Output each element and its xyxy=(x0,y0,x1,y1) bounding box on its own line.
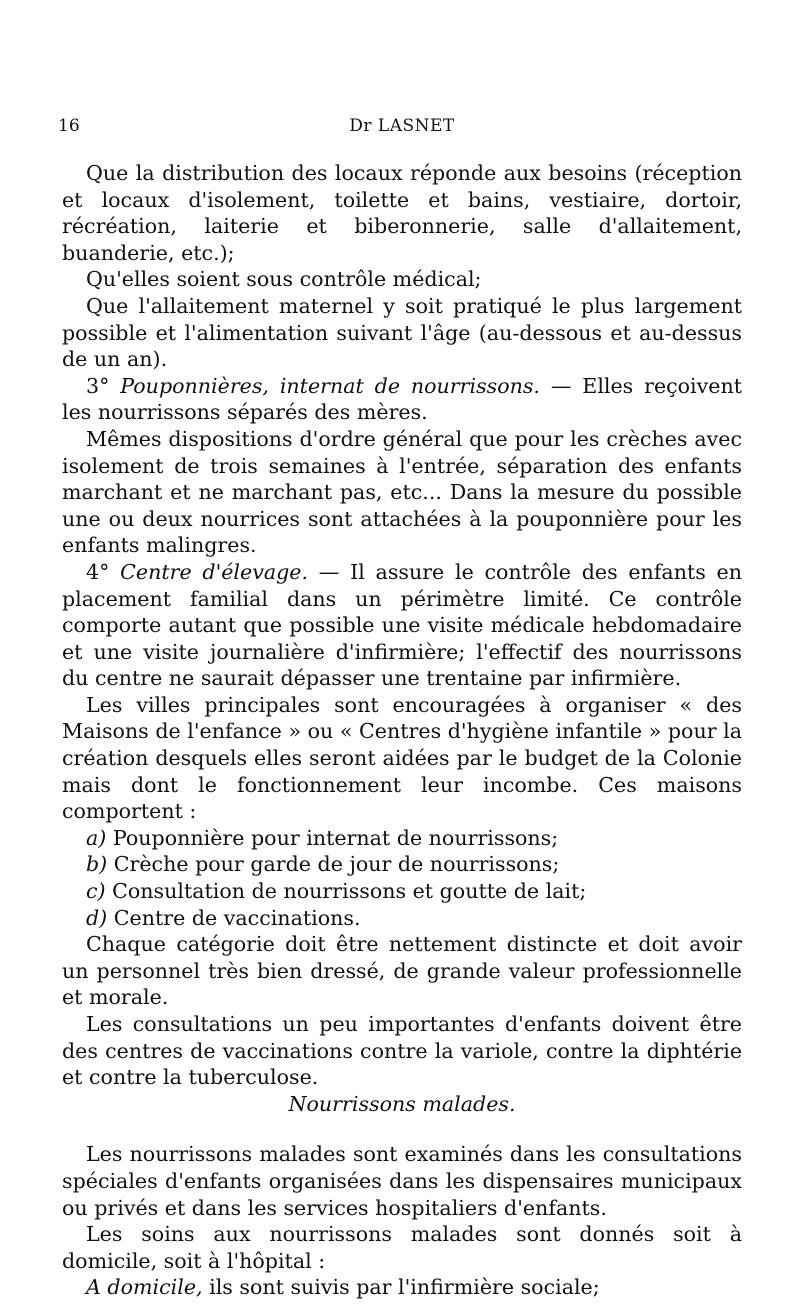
list-item xyxy=(62,905,742,932)
list-letter: d) xyxy=(86,905,108,930)
list-text: Consultation de nourrissons et goutte de lait; xyxy=(112,879,587,904)
section-gap xyxy=(62,1117,742,1141)
paragraph-memes-dispositions: Mêmes dispositions d'ordre général que pour les crèches avec isolement de trois semaines à l'entrée, séparation des enfants marchant et ne marchant pas, etc... Dans la mesure du possible une ou deux nourrices sont attachées à la pouponnière pour les enfants malingres. xyxy=(62,426,742,558)
paragraph-allaitement: Que l'allaitement maternel y soit pratiqué le plus largement possible et l'alimentation suivant l'âge (au-dessous et au-dessus de un an). xyxy=(62,293,742,372)
list-letter: b) xyxy=(86,852,108,877)
pouponnieres-number: 3° xyxy=(86,373,110,398)
paragraph-pouponnieres xyxy=(62,373,742,426)
centre-number: 4° xyxy=(86,559,110,584)
centre-title: Centre d'élevage. xyxy=(120,559,309,584)
paragraph-locaux: Que la distribution des locaux réponde aux besoins (réception et locaux d'isolement, toilette et bains, vestiaire, dortoir, récréation, laiterie et biberonnerie, salle d'allaitement, buanderie, etc.); xyxy=(62,161,742,265)
section-heading: Nourrissons malades. xyxy=(288,1091,516,1116)
domicile-text: ils sont suivis par l'infirmière sociale; xyxy=(209,1275,600,1300)
list-letter: c) xyxy=(86,879,106,904)
maisons-list xyxy=(62,825,742,931)
paragraph-malades-soins: Les soins aux nourrissons malades sont donnés soit à domicile, soit à l'hôpital : xyxy=(62,1222,742,1273)
page-header xyxy=(58,116,742,138)
list-item xyxy=(62,851,742,878)
list-text: Crèche pour garde de jour de nourrissons; xyxy=(113,852,560,877)
page-body xyxy=(62,160,742,1301)
paragraph-villes: Les villes principales sont encouragées à organiser « des Maisons de l'enfance » ou « Centres d'hygiène infantile » pour la création desquels elles seront aidées par le budget de la Colonie mais dont le fonctionnement leur incombe. Ces maisons comportent : xyxy=(62,692,742,824)
pouponnieres-title: Pouponnières, internat de nourrissons. xyxy=(120,373,540,398)
domicile-title: A domicile, xyxy=(86,1275,203,1300)
list-item xyxy=(62,825,742,852)
paragraph-a-domicile xyxy=(62,1274,742,1301)
pouponnieres-text: — Elles reçoivent les nourrissons séparés des mères. xyxy=(62,373,743,425)
paragraph-centre-elevage xyxy=(62,559,742,692)
paragraph-chaque-categorie: Chaque catégorie doit être nettement distincte et doit avoir un personnel très bien dressé, de grande valeur professionnelle et morale. xyxy=(62,932,742,1010)
paragraph-controle: Qu'elles soient sous contrôle médical; xyxy=(86,267,482,292)
centre-text: — Il assure le contrôle des enfants en placement familial dans un périmètre limité. Ce contrôle comporte autant que possible une visite médicale hebdomadaire et une visite journalière d'infirmière; l'effectif des nourrissons du centre ne saurait dépasser une trentaine par infirmière. xyxy=(62,559,743,691)
list-text: Pouponnière pour internat de nourrissons; xyxy=(112,825,559,850)
list-letter: a) xyxy=(86,825,107,850)
page-number: 16 xyxy=(58,116,80,136)
list-text: Centre de vaccinations. xyxy=(113,905,361,930)
paragraph-malades-examines: Les nourrissons malades sont examinés dans les consultations spéciales d'enfants organisées dans les dispensaires municipaux ou privés et dans les services hospitaliers d'enfants. xyxy=(62,1142,742,1220)
paragraph-consultations: Les consultations un peu importantes d'enfants doivent être des centres de vaccinations contre la variole, contre la diphtérie et contre la tuberculose. xyxy=(62,1012,742,1090)
running-title: Dr LASNET xyxy=(349,116,455,136)
list-item xyxy=(62,878,742,905)
